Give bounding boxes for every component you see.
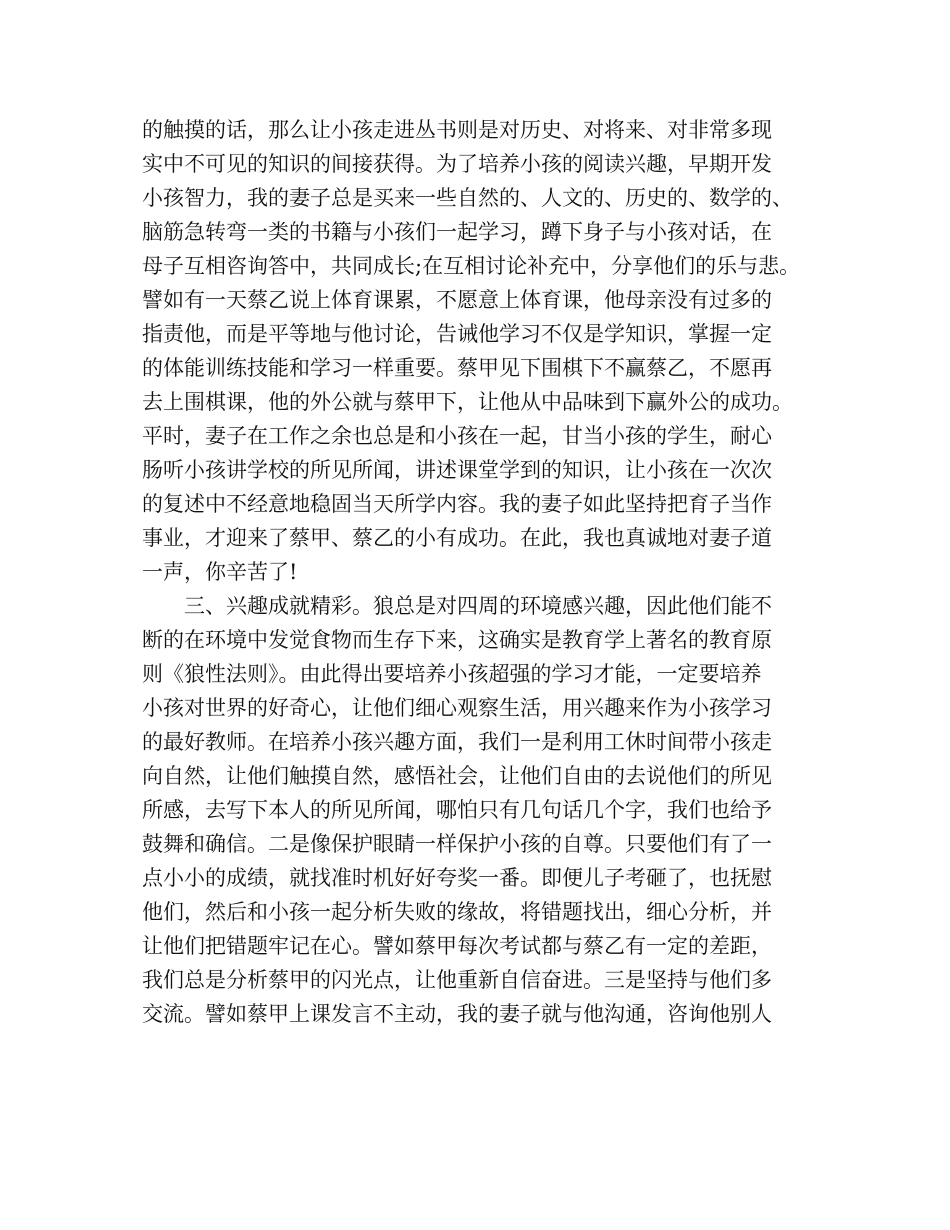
text-line: 向自然，让他们触摸自然，感悟社会，让他们自由的去说他们的所见 [142,764,772,788]
text-line: 我们总是分析蔡甲的闪光点，让他重新自信奋进。三是坚持与他们多 [142,968,772,992]
text-line: 的最好教师。在培养小孩兴趣方面，我们一是利用工休时间带小孩走 [142,730,772,754]
paragraph-start-line: 三、兴趣成就精彩。狼总是对四周的环境感兴趣，因此他们能不 [184,594,772,618]
text-line: 母子互相咨询答中，共同成长;在互相讨论补充中，分享他们的乐与悲。 [142,254,801,278]
text-line: 譬如有一天蔡乙说上体育课累，不愿意上体育课，他母亲没有过多的 [142,288,772,312]
text-line: 所感，去写下本人的所见所闻，哪怕只有几句话几个字，我们也给予 [142,798,772,822]
text-line: 交流。譬如蔡甲上课发言不主动，我的妻子就与他沟通，咨询他别人 [142,1002,772,1026]
text-line: 事业，才迎来了蔡甲、蔡乙的小有成功。在此，我也真诚地对妻子道 [142,526,772,550]
text-line: 鼓舞和确信。二是像保护眼睛一样保护小孩的自尊。只要他们有了一 [142,832,772,856]
text-line: 指责他，而是平等地与他讨论，告诫他学习不仅是学知识，掌握一定 [142,322,772,346]
text-line: 平时，妻子在工作之余也总是和小孩在一起，甘当小孩的学生，耐心 [142,424,772,448]
text-line: 让他们把错题牢记在心。譬如蔡甲每次考试都与蔡乙有一定的差距， [142,934,772,958]
text-line: 点小小的成绩，就找准时机好好夸奖一番。即便儿子考砸了，也抚慰 [142,866,772,890]
text-line: 他们，然后和小孩一起分析失败的缘故，将错题找出，细心分析，并 [142,900,772,924]
text-line: 去上围棋课，他的外公就与蔡甲下，让他从中品味到下赢外公的成功。 [142,390,793,414]
text-line: 小孩对世界的好奇心，让他们细心观察生活，用兴趣来作为小孩学习 [142,696,772,720]
text-line: 的触摸的话，那么让小孩走进丛书则是对历史、对将来、对非常多现 [142,118,772,142]
text-line: 脑筋急转弯一类的书籍与小孩们一起学习，蹲下身子与小孩对话，在 [142,220,772,244]
text-line: 则《狼性法则》。由此得出要培养小孩超强的学习才能，一定要培养 [142,662,762,686]
text-line: 的体能训练技能和学习一样重要。蔡甲见下围棋下不赢蔡乙，不愿再 [142,356,772,380]
text-line: 小孩智力，我的妻子总是买来一些自然的、人文的、历史的、数学的、 [142,186,793,210]
text-line: 的复述中不经意地稳固当天所学内容。我的妻子如此坚持把育子当作 [142,492,772,516]
text-line: 肠听小孩讲学校的所见所闻，讲述课堂学到的知识，让小孩在一次次 [142,458,772,482]
text-line: 实中不可见的知识的间接获得。为了培养小孩的阅读兴趣，早期开发 [142,152,772,176]
text-line: 一声，你辛苦了! [142,560,298,584]
body-text [142,113,814,1031]
text-line: 断的在环境中发觉食物而生存下来，这确实是教育学上著名的教育原 [142,628,772,652]
